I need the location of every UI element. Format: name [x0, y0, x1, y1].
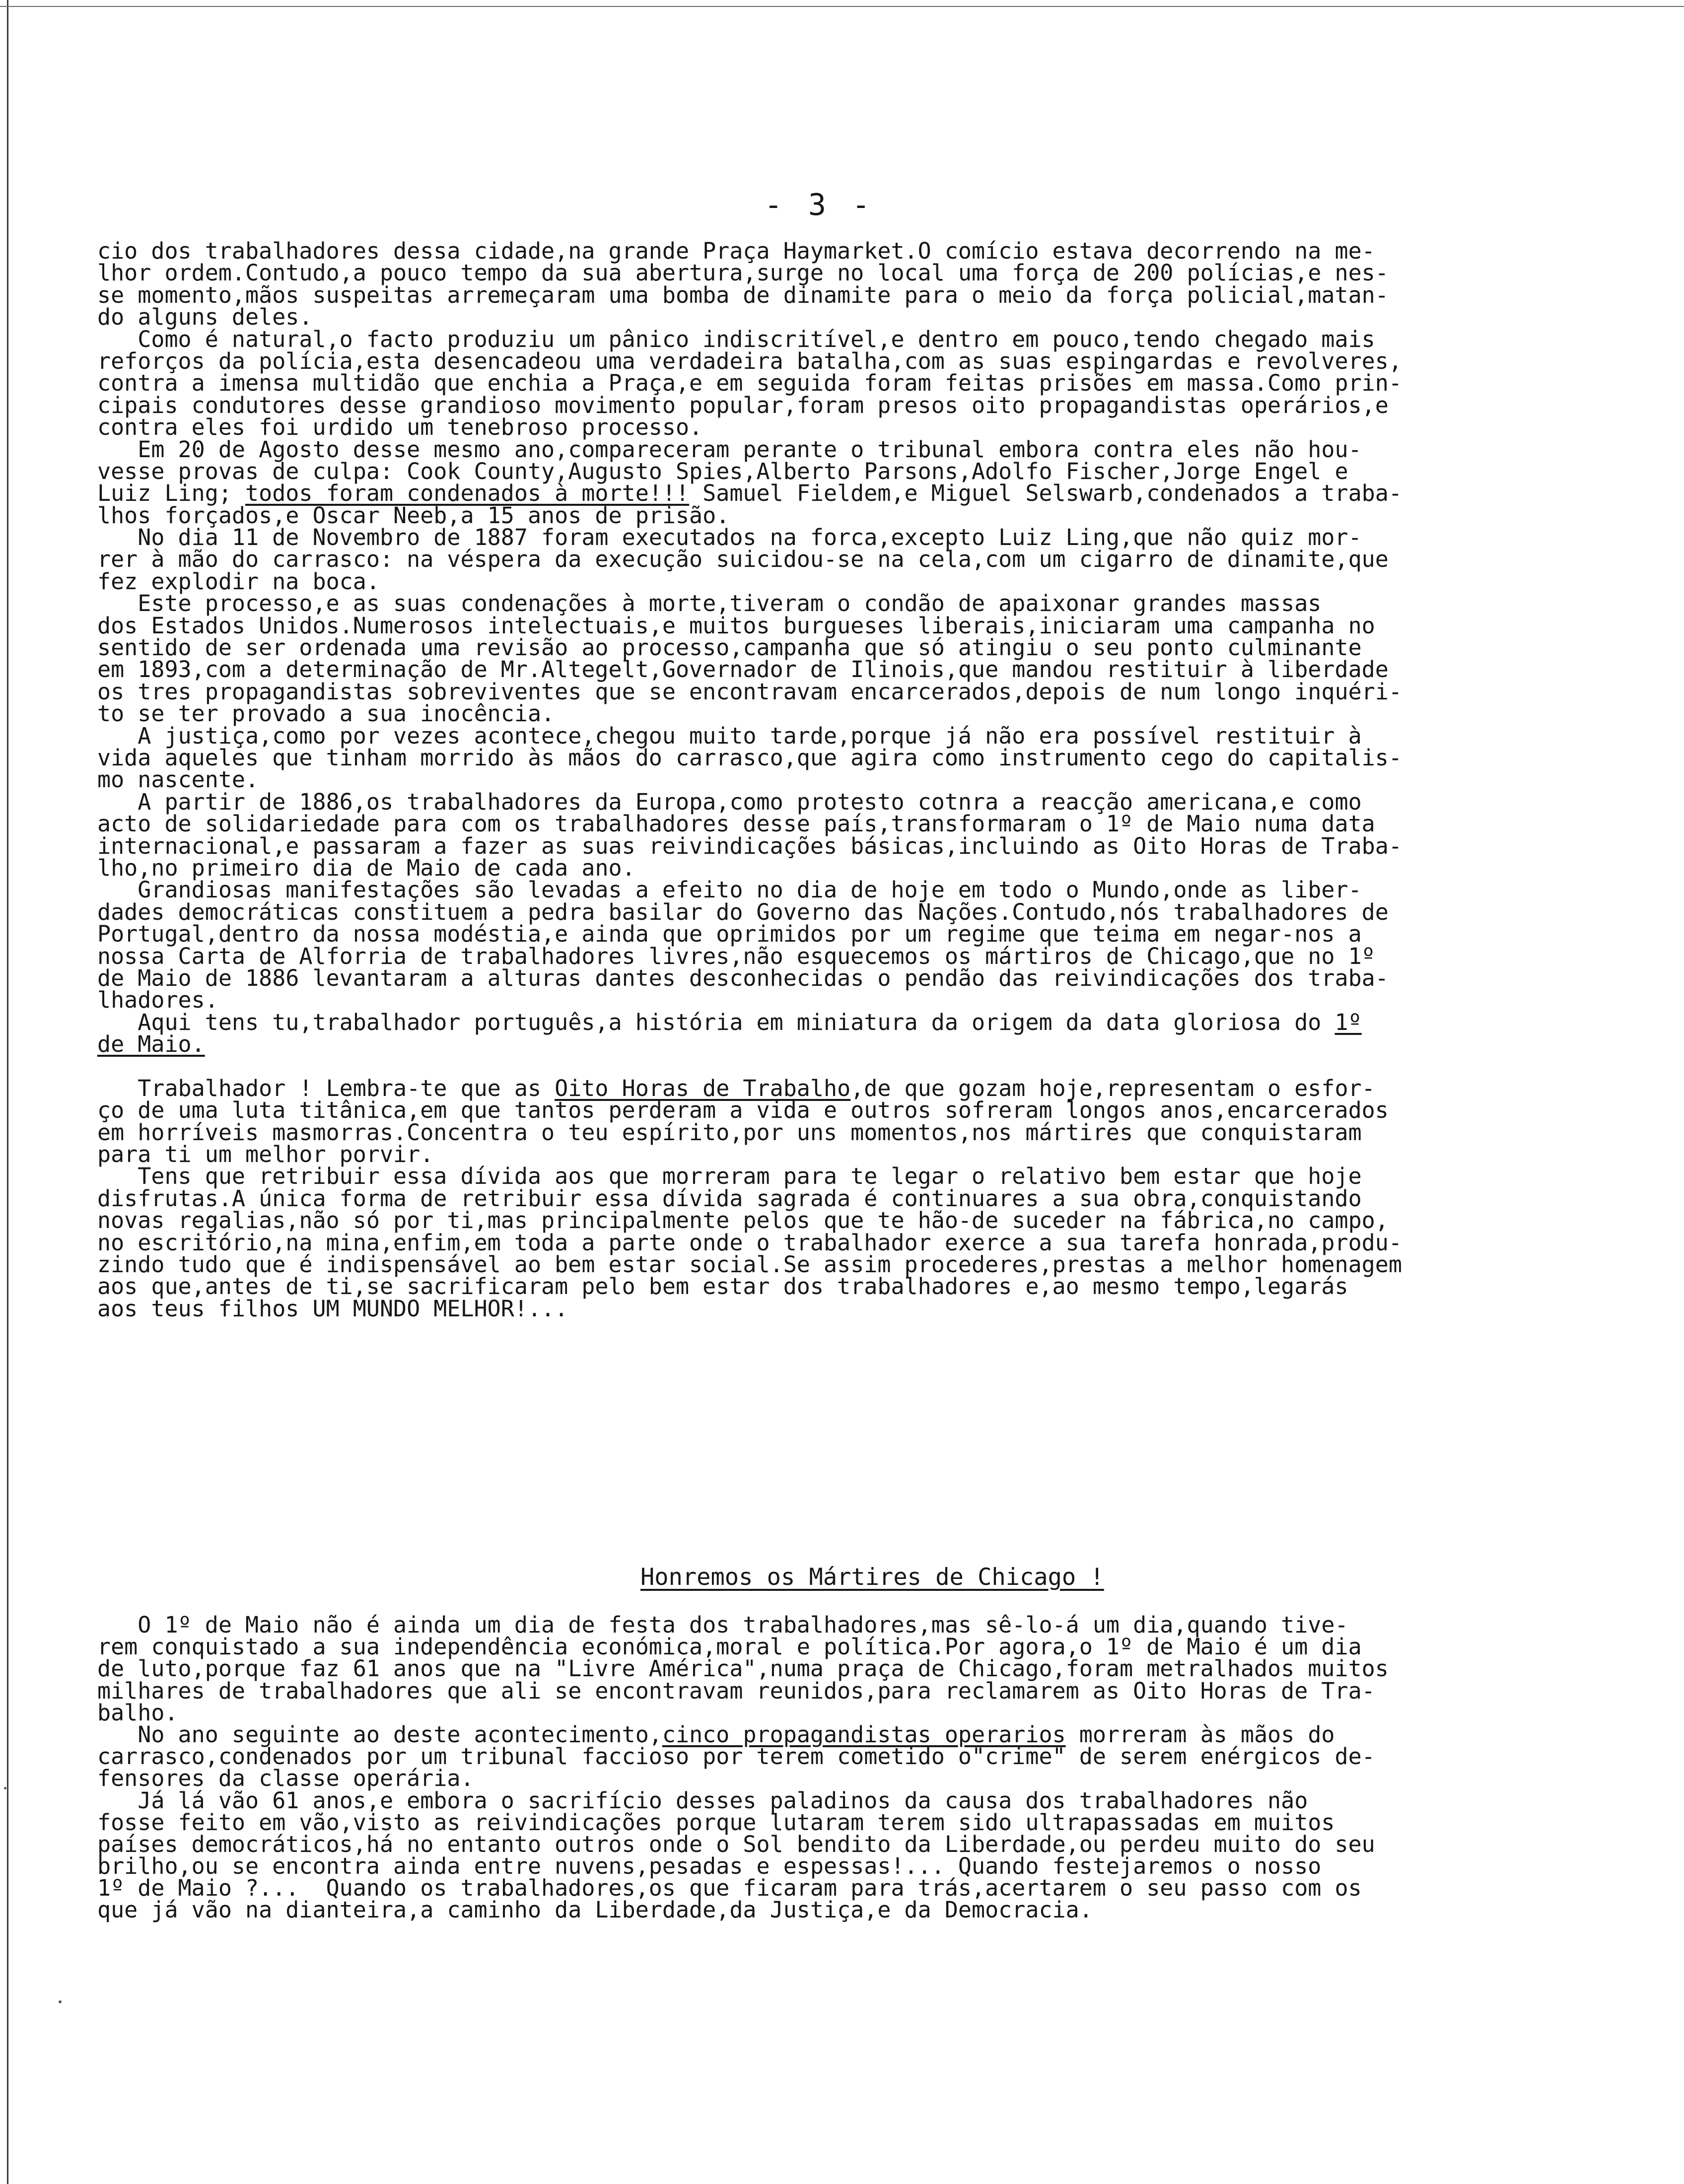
text-line: contra eles foi urdido um tenebroso processo. [97, 414, 703, 441]
text-line: brilho,ou se encontra ainda entre nuvens,pesadas e espessas!... Quando festejaremos o nosso [97, 1853, 1322, 1880]
text-line: zindo tudo que é indispensável ao bem estar social.Se assim procederes,prestas a melhor homenagem [97, 1251, 1402, 1278]
text-line: Este processo,e as suas condenações à morte,tiveram o condão de apaixonar grandes massas [97, 590, 1322, 617]
text-line: dos Estados Unidos.Numerosos intelectuais,e muitos burgueses liberais,iniciaram uma campanha no [97, 612, 1375, 639]
text-line: em 1893,com a determinação de Mr.Altegelt,Governador de Ilinois,que mandou restituir à liberdade [97, 656, 1389, 683]
text-line: cio dos trabalhadores dessa cidade,na grande Praça Haymarket.O comício estava decorrendo na me- [97, 238, 1375, 264]
text-line [97, 1031, 1616, 1058]
text-line: Como é natural,o facto produziu um pânico indiscritível,e dentro em pouco,tendo chegado mais [97, 326, 1375, 352]
underlined-text: Oito Horas de Trabalho [555, 1075, 851, 1101]
text-line: lho,no primeiro dia de Maio de cada ano. [97, 854, 635, 881]
ink-speck [59, 2000, 62, 2003]
text-line: acto de solidariedade para com os trabalhadores desse país,transformaram o 1º de Maio numa data [97, 811, 1375, 837]
text-line: Luiz Ling; todos foram condenados à morte!!! Samuel Fieldem,e Miguel Selswarb,condenados a traba- [97, 480, 1402, 507]
text-line: países democráticos,há no entanto outros onde o Sol bendito da Liberdade,ou perdeu muito do seu [97, 1831, 1375, 1857]
text-line: em horríveis masmorras.Concentra o teu espírito,por uns momentos,nos mártires que conquistaram [97, 1119, 1362, 1146]
underlined-text: 1º [1334, 1009, 1362, 1035]
text-line: dades democráticas constituem a pedra basilar do Governo das Nações.Contudo,nós trabalhadores de [97, 898, 1389, 925]
text-line: Trabalhador ! Lembra-te que as Oito Horas de Trabalho,de que gozam hoje,representam o esfor- [97, 1075, 1375, 1101]
text-line: que já vão na dianteira,a caminho da Liberdade,da Justiça,e da Democracia. [97, 1897, 1093, 1923]
underlined-text: todos foram condenados à morte!!! [245, 480, 690, 507]
text-line: Portugal,dentro da nossa modéstia,e ainda que oprimidos por um regime que teima em negar-nos a [97, 921, 1362, 948]
text-line: ço de uma luta titânica,em que tantos perderam a vida e outros sofreram longos anos,encarcerados [97, 1097, 1389, 1124]
text-line: fosse feito em vão,visto as reivindicações porque lutaram terem sido ultrapassadas em muitos [97, 1809, 1335, 1836]
text-line: to se ter provado a sua inocência. [97, 700, 555, 727]
text-line: sentido de ser ordenada uma revisão ao processo,campanha que só atingiu o seu ponto culminante [97, 634, 1362, 661]
text-line: contra a imensa multidão que enchia a Praça,e em seguida foram feitas prisões em massa.Como prin- [97, 370, 1402, 397]
text-line: rem conquistado a sua independência económica,moral e política.Por agora,o 1º de Maio é um dia [97, 1634, 1362, 1660]
page-left-edge [7, 0, 8, 2184]
text-line: de Maio de 1886 levantaram a alturas dantes desconhecidas o pendão das reivindicações dos traba- [97, 964, 1389, 991]
main-text-block [97, 240, 1616, 1320]
text-line: lhor ordem.Contudo,a pouco tempo da sua abertura,surge no local uma força de 200 polícias,e nes- [97, 260, 1389, 286]
text-line: balho. [97, 1699, 178, 1726]
text-line: milhares de trabalhadores que ali se encontravam reunidos,para reclamarem as Oito Horas de Tra- [97, 1677, 1375, 1704]
section-heading: Honremos os Mártires de Chicago ! [640, 1564, 1104, 1591]
text-line: A partir de 1886,os trabalhadores da Europa,como protesto cotnra a reacção americana,e como [97, 788, 1362, 815]
text-line: Em 20 de Agosto desse mesmo ano,compareceram perante o tribunal embora contra eles não hou- [97, 436, 1362, 463]
text-line: No ano seguinte ao deste acontecimento,cinco propagandistas operarios morreram às mãos do [97, 1721, 1335, 1748]
text-line: Aqui tens tu,trabalhador português,a história em miniatura da origem da data gloriosa do 1º [97, 1009, 1362, 1035]
text-line: os tres propagandistas sobreviventes que se encontravam encarcerados,depois de num longo inquéri- [97, 678, 1402, 705]
text-line: rer à mão do carrasco: na véspera da execução suicidou-se na cela,com um cigarro de dinamite,que [97, 546, 1389, 573]
text-line: fez explodir na boca. [97, 568, 380, 595]
text-line: disfrutas.A única forma de retribuir essa dívida sagrada é continuares a sua obra,conquistando [97, 1185, 1362, 1212]
text-line: internacional,e passaram a fazer as suas reivindicações básicas,incluindo as Oito Horas de Traba- [97, 832, 1402, 859]
text-line: se momento,mãos suspeitas arremeçaram uma bomba de dinamite para o meio da força policial,matan- [97, 281, 1389, 308]
text-line: No dia 11 de Novembro de 1887 foram executados na forca,excepto Luiz Ling,que não quiz mor- [97, 524, 1362, 551]
underlined-text: de Maio. [97, 1031, 205, 1058]
text-line: reforços da polícia,esta desencadeou uma verdadeira batalha,com as suas espingardas e revolveres, [97, 347, 1402, 374]
text-line: no escritório,na mina,enfim,em toda a parte onde o trabalhador exerce a sua tarefa honrada,produ- [97, 1229, 1402, 1256]
text-line: de luto,porque faz 61 anos que na "Livre América",numa praça de Chicago,foram metralhados muitos [97, 1655, 1389, 1682]
text-line: nossa Carta de Alforria de trabalhadores livres,não esquecemos os mártiros de Chicago,que no 1º [97, 943, 1375, 969]
text-line: aos que,antes de ti,se sacrificaram pelo bem estar dos trabalhadores e,ao mesmo tempo,legarás [97, 1273, 1348, 1300]
text-line: A justiça,como por vezes acontece,chegou muito tarde,porque já não era possível restituir à [97, 722, 1362, 749]
text-line: para ti um melhor porvir. [97, 1141, 434, 1168]
text-line: do alguns deles. [97, 304, 313, 331]
text-line: lhos forçados,e Oscar Neeb,a 15 anos de prisão. [97, 502, 730, 529]
page-top-edge [0, 6, 1684, 7]
ink-speck [4, 1787, 6, 1789]
second-text-block [97, 1614, 1616, 1921]
page-number: - 3 - [764, 188, 874, 222]
text-line: Já lá vão 61 anos,e embora o sacrifício desses paladinos da causa dos trabalhadores não [97, 1787, 1308, 1814]
text-line: Tens que retribuir essa dívida aos que morreram para te legar o relativo bem estar que hoje [97, 1163, 1362, 1190]
text-line: cipais condutores desse grandioso movimento popular,foram presos oito propagandistas operários,e [97, 392, 1389, 418]
text-line: novas regalias,não só por ti,mas principalmente pelos que te hão-de suceder na fábrica,no campo, [97, 1207, 1389, 1234]
text-line: lhadores. [97, 987, 218, 1014]
text-line: fensores da classe operária. [97, 1765, 474, 1792]
text-line: 1º de Maio ?... Quando os trabalhadores,os que ficaram para trás,acertarem o seu passo com os [97, 1875, 1362, 1902]
text-line: aos teus filhos UM MUNDO MELHOR!... [97, 1295, 568, 1322]
text-line [97, 1055, 1616, 1077]
text-line: vesse provas de culpa: Cook County,Augusto Spies,Alberto Parsons,Adolfo Fischer,Jorge Engel e [97, 458, 1348, 484]
text-line: Grandiosas manifestações são levadas a efeito no dia de hoje em todo o Mundo,onde as liber- [97, 877, 1362, 903]
underlined-text: cinco propagandistas operarios [662, 1721, 1066, 1748]
text-line: O 1º de Maio não é ainda um dia de festa dos trabalhadores,mas sê-lo-á um dia,quando tive- [97, 1612, 1348, 1638]
text-line: mo nascente. [97, 766, 259, 793]
text-line: carrasco,condenados por um tribunal faccioso por terem cometido o"crime" de serem enérgicos de- [97, 1743, 1375, 1770]
text-line: vida aqueles que tinham morrido às mãos do carrasco,que agira como instrumento cego do capitalis- [97, 744, 1402, 771]
